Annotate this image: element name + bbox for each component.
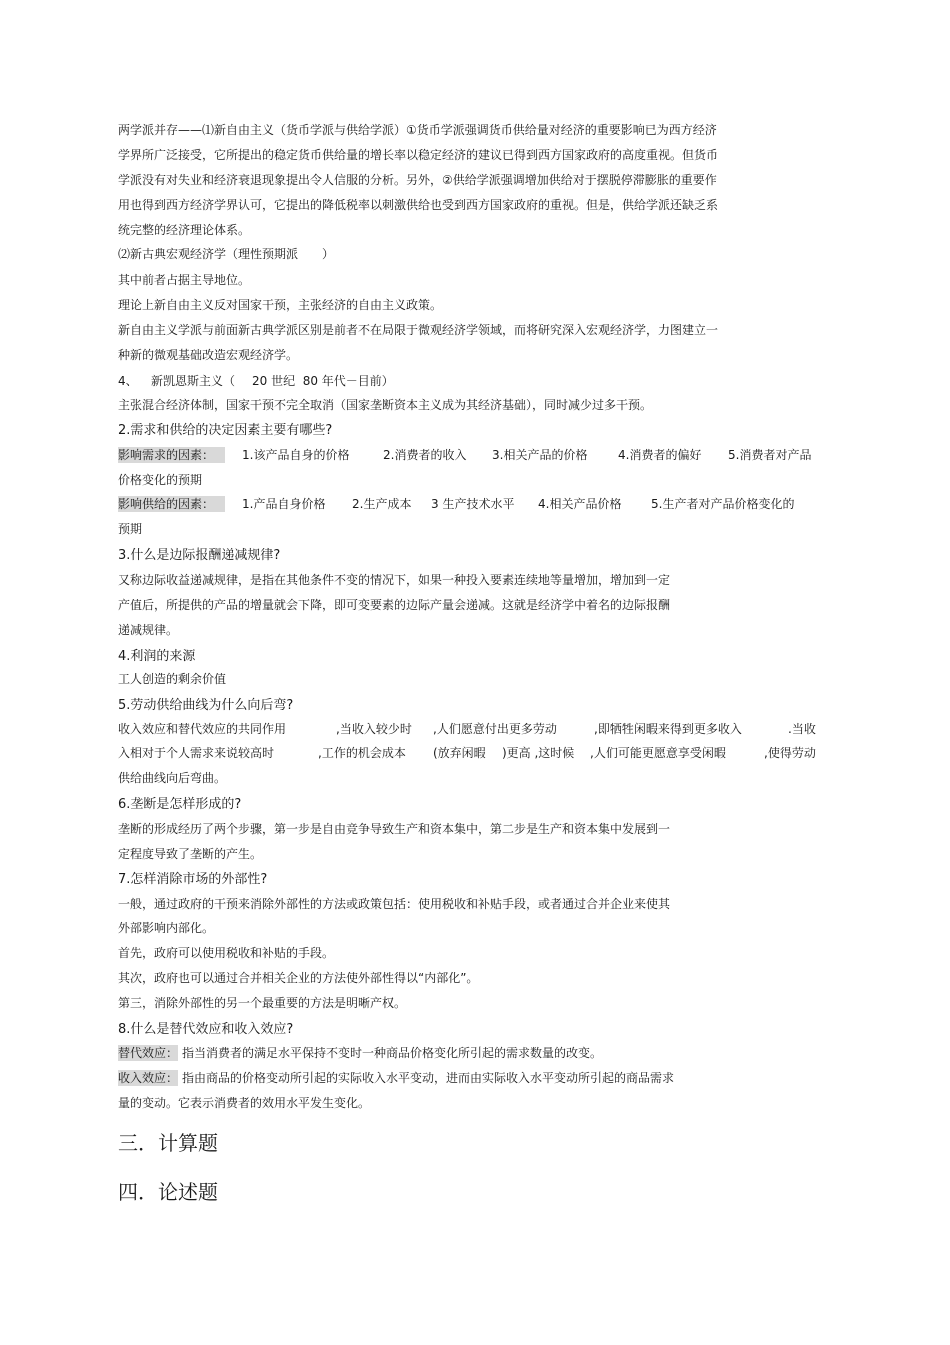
factor-item: 3 生产技术水平: [431, 497, 515, 511]
text-line: 理论上新自由主义反对国家干预，主张经济的自由主义政策。: [118, 298, 443, 312]
text-line: 其中前者占据主导地位。: [118, 273, 251, 287]
text-line: 工人创造的剩余价值: [118, 672, 227, 686]
text-segment: 收入效应和替代效应的共同作用: [118, 722, 287, 736]
text-line: 一般，通过政府的干预来消除外部性的方法或政策包括：使用税收和补贴手段，或者通过合并企业来使其: [118, 897, 671, 911]
demand-label: 影响需求的因素：: [118, 447, 225, 463]
substitution-label: 替代效应：: [118, 1046, 179, 1060]
text-segment: ,当收入较少时: [336, 722, 412, 736]
text-line: 学派没有对失业和经济衰退现象提出令人信服的分析。另外，②供给学派强调增加供给对于摆脱停滞膨胀的重要作: [118, 173, 717, 187]
text-segment: .当收: [788, 722, 816, 736]
text-segment: ,即牺牲闲暇来得到更多收入: [594, 722, 742, 736]
text-segment: ,人们愿意付出更多劳动: [433, 722, 557, 736]
factor-item: 1.该产品自身的价格: [242, 448, 350, 462]
text-line: 首先，政府可以使用税收和补贴的手段。: [118, 946, 335, 960]
text-line: 其次，政府也可以通过合并相关企业的方法使外部性得以“内部化”。: [118, 971, 479, 985]
text-line: 预期: [118, 522, 143, 536]
question-title: 5.劳动供给曲线为什么向后弯?: [118, 698, 294, 713]
text-line: 新自由主义学派与前面新古典学派区别是前者不在局限于微观经济学领域，而将研究深入宏观经济学，力图建立一: [118, 323, 719, 337]
text-line: 种新的微观基础改造宏观经济学。: [118, 348, 299, 362]
text-line: 又称边际收益递减规律，是指在其他条件不变的情况下，如果一种投入要素连续地等量增加，增加到一定: [118, 573, 671, 587]
factor-item: 4.消费者的偏好: [618, 448, 702, 462]
section-heading: 四．论述题: [118, 1180, 218, 1204]
section-heading: 三．计算题: [118, 1131, 218, 1155]
factor-item: 5.生产者对产品价格变化的: [651, 497, 795, 511]
text-line: 价格变化的预期: [118, 473, 203, 487]
factor-item: 4.相关产品价格: [538, 497, 622, 511]
text-line: 产值后，所提供的产品的增量就会下降，即可变要素的边际产量会递减。这就是经济学中着名的边际报酬: [118, 598, 671, 612]
text-line: 两学派并存——⑴新自由主义（货币学派与供给学派）①货币学派强调货币供给量对经济的重要影响已为西方经济: [118, 123, 717, 137]
text-line: 学界所广泛接受，它所提出的稳定货币供给量的增长率以稳定经济的建议已得到西方国家政府的高度重视。但货币: [118, 148, 719, 162]
heading-period: 20 世纪 80 年代－目前）: [252, 374, 394, 388]
question-title: 2.需求和供给的决定因素主要有哪些?: [118, 423, 333, 438]
text-line: 主张混合经济体制，国家干预不完全取消（国家垄断资本主义成为其经济基础），同时减少过多干预。: [118, 398, 653, 412]
question-title: 6.垄断是怎样形成的?: [118, 797, 242, 812]
text-line: 用也得到西方经济学界认可，它提出的降低税率以刺激供给也受到西方国家政府的重视。但是，供给学派还缺乏系: [118, 198, 719, 212]
question-title: 4.利润的来源: [118, 649, 196, 664]
text-segment: ,工作的机会成本: [318, 746, 406, 760]
heading-number: 4、: [118, 374, 138, 388]
income-label: 收入效应：: [118, 1071, 179, 1085]
heading-title: 新凯恩斯主义（: [151, 374, 236, 388]
factor-item: 3.相关产品的价格: [492, 448, 588, 462]
text-line: 供给曲线向后弯曲。: [118, 771, 227, 785]
text-line: 第三，消除外部性的另一个最重要的方法是明晰产权。: [118, 996, 407, 1010]
supply-label: 影响供给的因素：: [118, 496, 225, 512]
text-segment: ,使得劳动: [764, 746, 816, 760]
text-segment: 入相对于个人需求来说较高时: [118, 746, 275, 760]
text-line: 外部影响内部化。: [118, 921, 215, 935]
question-title: 7.怎样消除市场的外部性?: [118, 872, 268, 887]
text-line: 定程度导致了垄断的产生。: [118, 847, 263, 861]
text-line: 统完整的经济理论体系。: [118, 223, 251, 237]
text-segment: )更高 ,这时候: [502, 746, 575, 760]
text-segment: (放弃闲暇: [433, 746, 486, 760]
factor-item: 2.生产成本: [352, 497, 412, 511]
text-line: 垄断的形成经历了两个步骤，第一步是自由竞争导致生产和资本集中，第二步是生产和资本集中发展到一: [118, 822, 671, 836]
text-line: ⑵新古典宏观经济学（理性预期派 ）: [118, 247, 335, 261]
text-line: 量的变动。它表示消费者的效用水平发生变化。: [118, 1096, 371, 1110]
text-segment: ,人们可能更愿意享受闲暇: [590, 746, 726, 760]
factor-item: 2.消费者的收入: [383, 448, 467, 462]
question-title: 3.什么是边际报酬递减规律?: [118, 548, 281, 563]
text-line: 递减规律。: [118, 623, 179, 637]
substitution-text: 指当消费者的满足水平保持不变时一种商品价格变化所引起的需求数量的改变。: [182, 1046, 603, 1060]
question-title: 8.什么是替代效应和收入效应?: [118, 1022, 294, 1037]
factor-item: 1.产品自身价格: [242, 497, 326, 511]
income-text: 指由商品的价格变动所引起的实际收入水平变动，进而由实际收入水平变动所引起的商品需求: [182, 1071, 675, 1085]
factor-item: 5.消费者对产品: [728, 448, 812, 462]
